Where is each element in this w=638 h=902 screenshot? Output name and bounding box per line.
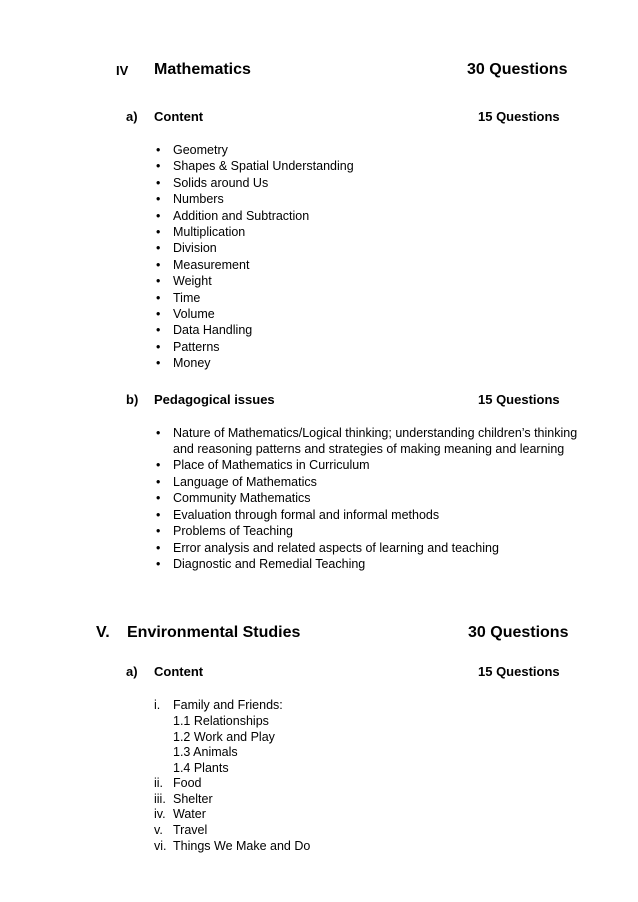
- subsection-title: Pedagogical issues: [154, 392, 275, 407]
- list-item-text: Shapes & Spatial Understanding: [173, 159, 354, 174]
- subsection-title: Content: [154, 109, 204, 124]
- subsection-label: a): [126, 109, 138, 124]
- bullet-icon: •: [156, 491, 161, 505]
- list-item-text: Division: [173, 241, 217, 256]
- list-item-text: Money: [173, 356, 211, 371]
- list-item-text: Food: [173, 776, 202, 790]
- list-item-text: Solids around Us: [173, 175, 269, 190]
- section-title: Environmental Studies: [127, 624, 301, 641]
- bullet-icon: •: [156, 524, 161, 538]
- roman-numeral: iii.: [154, 791, 166, 806]
- list-item-text: Language of Mathematics: [173, 474, 317, 489]
- bullet-icon: •: [156, 323, 161, 338]
- list-item-text: Shelter: [173, 791, 213, 806]
- roman-numeral: v.: [154, 823, 163, 838]
- bullet-icon: •: [156, 307, 161, 321]
- list-item-text: Error analysis and related aspects of learning and teaching: [173, 540, 499, 555]
- bullet-icon: •: [156, 175, 161, 190]
- bullet-icon: •: [156, 540, 161, 555]
- bullet-icon: •: [156, 474, 161, 489]
- sub-item: 1.1 Relationships: [173, 714, 269, 728]
- list-item-text: Geometry: [173, 143, 228, 157]
- sub-item: 1.3 Animals: [173, 745, 238, 760]
- list-item-text: Diagnostic and Remedial Teaching: [173, 557, 366, 571]
- list-item-text: Weight: [173, 274, 212, 289]
- list-item-text: and reasoning patterns and strategies of making meaning and learning: [173, 442, 565, 456]
- bullet-icon: •: [156, 356, 161, 371]
- section-questions: 30 Questions: [468, 624, 569, 641]
- list-item-text: Things We Make and Do: [173, 838, 311, 853]
- section-numeral: V.: [96, 624, 110, 641]
- list-item-text: Data Handling: [173, 323, 253, 338]
- bullet-icon: •: [156, 426, 161, 440]
- bullet-icon: •: [156, 458, 161, 472]
- list-item-text: Evaluation through formal and informal methods: [173, 507, 440, 522]
- bullet-icon: •: [156, 339, 161, 354]
- list-item-text: Numbers: [173, 192, 224, 207]
- subsection-label: b): [126, 392, 139, 407]
- bullet-icon: •: [156, 274, 161, 289]
- list-item-text: Travel: [173, 823, 208, 838]
- sub-item: 1.2 Work and Play: [173, 729, 275, 744]
- bullet-icon: •: [156, 143, 161, 157]
- bullet-icon: •: [156, 225, 161, 239]
- bullet-icon: •: [156, 290, 161, 305]
- roman-numeral: iv.: [154, 807, 166, 822]
- roman-numeral: vi.: [154, 838, 167, 853]
- roman-numeral: ii.: [154, 776, 164, 790]
- subsection-questions: 15 Questions: [478, 392, 560, 407]
- bullet-icon: •: [156, 241, 161, 256]
- section-title: Mathematics: [154, 61, 251, 78]
- list-item-text: Patterns: [173, 339, 220, 354]
- bullet-icon: •: [156, 507, 161, 522]
- list-item-text: Multiplication: [173, 225, 246, 239]
- subsection-label: a): [126, 664, 138, 679]
- list-item-text: Place of Mathematics in Curriculum: [173, 458, 370, 472]
- list-item-text: Community Mathematics: [173, 491, 311, 505]
- list-item-text: Problems of Teaching: [173, 524, 293, 538]
- bullet-icon: •: [156, 192, 161, 207]
- subsection-title: Content: [154, 664, 204, 679]
- list-item-text: Addition and Subtraction: [173, 208, 310, 223]
- subsection-questions: 15 Questions: [478, 109, 560, 124]
- section-numeral: IV: [116, 63, 129, 78]
- section-questions: 30 Questions: [467, 61, 568, 78]
- list-item-text: Water: [173, 807, 206, 822]
- list-item-text: Nature of Mathematics/Logical thinking; understanding children’s thinking: [173, 426, 578, 440]
- list-item-text: Measurement: [173, 257, 250, 272]
- bullet-icon: •: [156, 257, 161, 272]
- list-item-text: Family and Friends:: [173, 698, 283, 712]
- list-item-text: Time: [173, 290, 201, 305]
- bullet-icon: •: [156, 557, 161, 571]
- roman-numeral: i.: [154, 698, 161, 712]
- bullet-icon: •: [156, 159, 161, 174]
- sub-item: 1.4 Plants: [173, 761, 229, 776]
- bullet-icon: •: [156, 208, 161, 223]
- list-item-text: Volume: [173, 307, 215, 321]
- subsection-questions: 15 Questions: [478, 664, 560, 679]
